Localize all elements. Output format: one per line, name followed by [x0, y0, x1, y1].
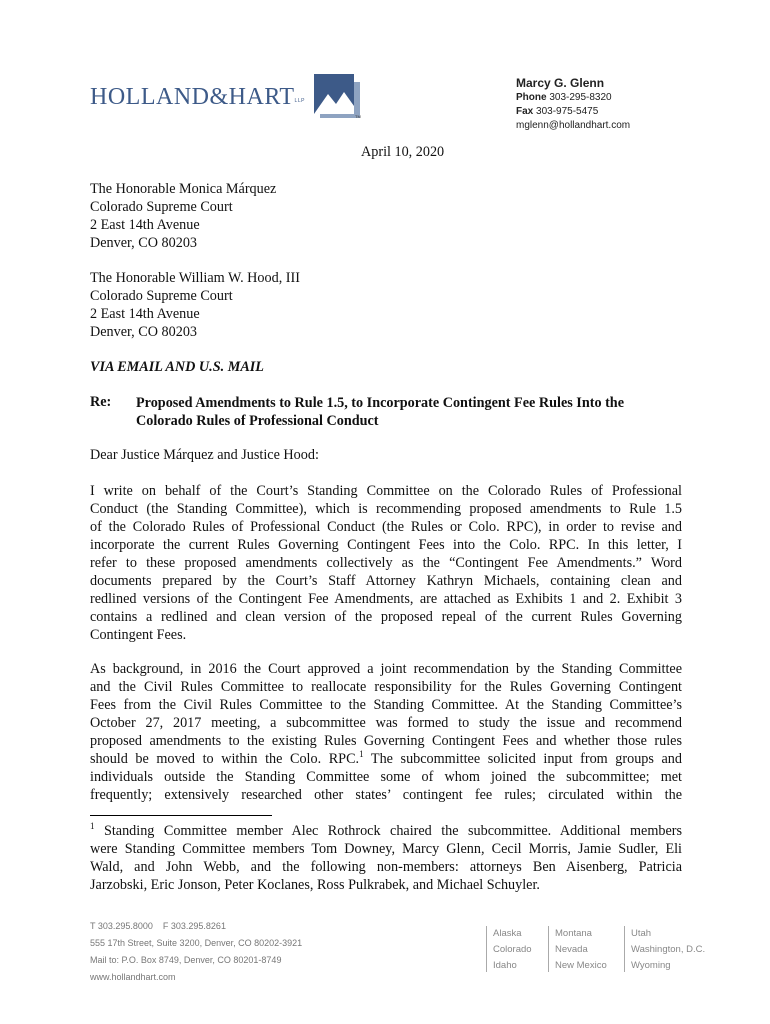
office-location: Utah: [631, 928, 652, 939]
footnote-line: were Standing Committee members Tom Downey, Marcy Glenn, Cecil Morris, Jamie Sudler, Eli: [90, 841, 682, 857]
footer-phone: T 303.295.8000 F 303.295.8261: [90, 921, 226, 931]
paragraph-line: Contingent Fees.: [90, 627, 187, 643]
fax-label: Fax: [516, 106, 534, 117]
paragraph-line: refer to these proposed amendments collectively as the “Contingent Fee Amendments.” Word: [90, 555, 682, 571]
address-line: 2 East 14th Avenue: [90, 217, 200, 233]
address-line: Denver, CO 80203: [90, 324, 198, 340]
paragraph-line: individuals outside the Standing Committee some of whom joined the subcommittee; met: [90, 769, 682, 785]
paragraph-line: frequently; extensively researched other states’ contingent fee rules; circulated within the: [90, 787, 682, 803]
office-list-2: [548, 926, 607, 972]
body-paragraph-2: [90, 660, 682, 804]
office-list-1: [486, 926, 532, 972]
paragraph-line: redlined versions of the Contingent Fee Amendments, are attached as Exhibits 1 and 2. Exhibit 3: [90, 591, 682, 607]
paragraph-line: Conduct (the Standing Committee), which is recommending proposed amendments to Rule 1.5: [90, 501, 682, 517]
paragraph-line-with-footnote: [90, 750, 682, 768]
office-location: Nevada: [555, 944, 588, 955]
phone-label: Phone: [516, 92, 547, 103]
office-location: Alaska: [493, 928, 522, 939]
footer-mailing: Mail to: P.O. Box 8749, Denver, CO 80201-8749: [90, 955, 282, 965]
sender-phone-row: [516, 91, 630, 105]
footnote-line: Jarzobski, Eric Jonson, Peter Koclanes, Ross Pulkrabek, and Michael Schuyler.: [90, 877, 540, 893]
paragraph-line: and the Civil Rules Committee to reallocate responsibility for the Rules Governing Contingent: [90, 679, 682, 695]
paragraph-line: incorporate the current Rules Governing Contingent Fees into the Colo. RPC. In this letter, I: [90, 537, 682, 553]
office-location: Colorado: [493, 944, 532, 955]
re-subject-line: Proposed Amendments to Rule 1.5, to Incorporate Contingent Fee Rules Into the: [136, 395, 624, 411]
footnote-reference[interactable]: 1: [359, 749, 364, 759]
footnote: [90, 822, 682, 894]
paragraph-line: Fees from the Civil Rules Committee to the Standing Committee. At the Standing Committee’s: [90, 697, 682, 713]
footnote-line: Wald, and John Webb, and the following non-members: attorneys Ben Aisenberg, Patricia: [90, 859, 682, 875]
address-line: 2 East 14th Avenue: [90, 306, 200, 322]
footnote-text: Standing Committee member Alec Rothrock chaired the subcommittee. Additional members: [94, 823, 682, 839]
sender-fax-row: [516, 105, 630, 119]
paragraph-text: The subcommittee solicited input from groups and: [363, 751, 682, 767]
paragraph-line: documents prepared by the Court’s Staff Attorney Kathryn Michaels, containing clean and: [90, 573, 682, 589]
paragraph-line: October 27, 2017 meeting, a subcommittee was formed to study the issue and recommend: [90, 715, 682, 731]
paragraph-line: I write on behalf of the Court’s Standing Committee on the Colorado Rules of Professional: [90, 483, 682, 499]
firm-name: HOLLAND&HART: [90, 84, 295, 110]
paragraph-line: contains a redlined and clean version of the proposed repeal of the current Rules Governing: [90, 609, 682, 625]
office-location: Wyoming: [631, 960, 671, 971]
footer-street: 555 17th Street, Suite 3200, Denver, CO 80202-3921: [90, 938, 303, 948]
recipient-address-2: [90, 269, 682, 341]
paragraph-line: proposed amendments to the existing Rules Governing Contingent Fees and whether those rules: [90, 733, 682, 749]
sender-name: Marcy G. Glenn: [516, 76, 605, 90]
sender-phone: 303-295-8320: [549, 92, 612, 103]
trademark-mark: TM: [355, 114, 361, 119]
salutation: Dear Justice Márquez and Justice Hood:: [90, 447, 319, 463]
office-location: Idaho: [493, 960, 517, 971]
letter-date: April 10, 2020: [361, 144, 445, 160]
sender-contact-block: [516, 76, 630, 133]
footnote-divider: [90, 815, 272, 816]
address-line: Colorado Supreme Court: [90, 199, 233, 215]
office-location: Montana: [555, 928, 592, 939]
firm-llp: LLP: [294, 98, 305, 104]
office-location: Washington, D.C.: [631, 944, 706, 955]
re-label: Re:: [90, 394, 112, 410]
footer-address: [90, 918, 302, 986]
address-line: The Honorable Monica Márquez: [90, 181, 277, 197]
office-location: New Mexico: [555, 960, 607, 971]
recipient-address-1: [90, 180, 682, 252]
paragraph-text: should be moved to within the Colo. RPC.: [90, 751, 360, 767]
paragraph-line: As background, in 2016 the Court approved a joint recommendation by the Standing Committee: [90, 661, 682, 677]
address-line: The Honorable William W. Hood, III: [90, 270, 300, 286]
re-subject: [136, 394, 624, 430]
sender-email[interactable]: mglenn@hollandhart.com: [516, 120, 631, 131]
firm-logo-text: [90, 84, 305, 111]
mountain-logo-icon: [314, 74, 364, 120]
footnote-marker: 1: [90, 821, 95, 831]
paragraph-line: of the Colorado Rules of Professional Conduct (the Rules or Colo. RPC), in order to revise and: [90, 519, 682, 535]
footnote-first-line: [90, 822, 682, 840]
footer-website[interactable]: www.hollandhart.com: [90, 972, 176, 982]
delivery-method: VIA EMAIL AND U.S. MAIL: [90, 359, 264, 375]
office-list-3: [624, 926, 705, 972]
address-line: Denver, CO 80203: [90, 235, 198, 251]
sender-fax: 303-975-5475: [536, 106, 599, 117]
body-paragraph-1: [90, 482, 682, 644]
re-subject-line: Colorado Rules of Professional Conduct: [136, 413, 379, 429]
address-line: Colorado Supreme Court: [90, 288, 233, 304]
